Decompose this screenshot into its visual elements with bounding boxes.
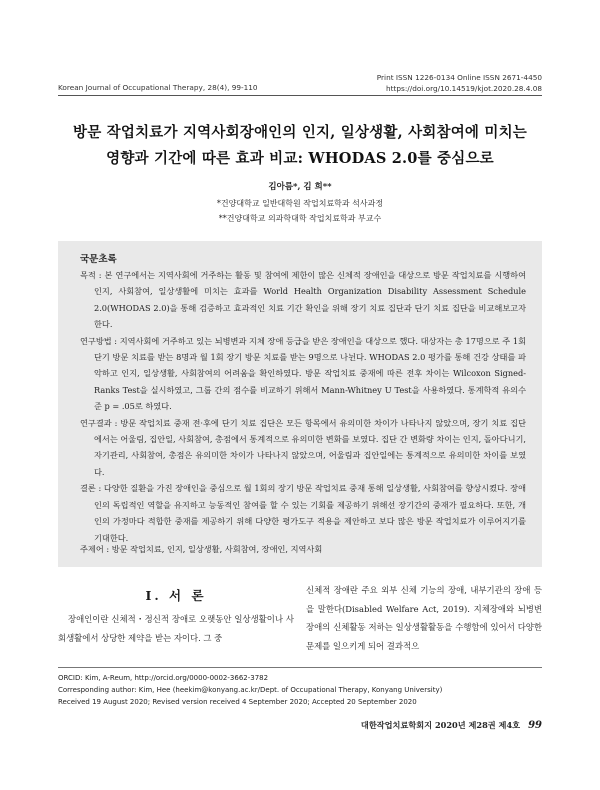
affiliation-2: **건양대학교 의과학대학 작업치료학과 부교수 <box>218 214 382 223</box>
footnote-rule <box>58 667 542 668</box>
footer-journal-name: 대한작업치료학회지 2020년 제28권 제4호 <box>360 720 521 730</box>
journal-citation: Korean Journal of Occupational Therapy, 28(4), 99-110 <box>58 83 258 92</box>
issn-text: Print ISSN 1226-0134 Online ISSN 2671-4450 <box>376 73 542 82</box>
paper-title-line-2: 영향과 기간에 따른 효과 비교: WHODAS 2.0를 중심으로 <box>106 150 494 167</box>
abstract-heading: 국문초록 <box>80 254 117 265</box>
section-heading-introduction: Ⅰ. 서 론 <box>145 588 207 603</box>
page-number: 99 <box>528 720 542 731</box>
header-rule <box>58 95 542 96</box>
corresponding-author-note: Corresponding author: Kim, Hee (heekim@konyang.ac.kr/Dept. of Occupational Therapy, Konyang University) <box>58 686 443 695</box>
footnotes <box>58 672 442 709</box>
intro-right-column: 신체적 장애란 주요 외부 신체 기능의 장애, 내부기관의 장애 등을 말한다(Disabled Welfare Act, 2019). 지체장애와 뇌병변장애의 신체활동 저하는 일상생활활동을 수행함에 있어서 다양한 문제를 일으키게 되어 결과적으 <box>306 585 542 651</box>
doi-text: https://doi.org/10.14519/kjot.2020.28.4.08 <box>386 84 542 93</box>
abstract-objective: 목적 : 본 연구에서는 지역사회에 거주하는 활동 및 참여에 제한이 많은 신체적 장애인을 대상으로 방문 작업치료를 시행하여 인지, 사회참여, 일상생활에 미치는 효과를 World Health Organization Disability Assessment Schedule 2.0(WHODAS 2.0)을 통해 검증하고 효과적인 치료 기간 확인을 위해 장기 치료 집단과 단기 치료 집단을 비교해보고자 한다. <box>80 270 526 330</box>
journal-issn-doi <box>377 72 542 94</box>
page-footer <box>361 720 542 731</box>
orcid-note: ORCID: Kim, A-Reum, http://orcid.org/0000-0002-3662-3782 <box>58 674 269 682</box>
abstract-conclusion: 결론 : 다양한 질환을 가진 장애인을 중심으로 월 1회의 장기 방문 작업치료 중재 통해 일상생활, 사회참여를 향상시켰다. 장애인의 독립적인 역할을 유지하고 능동적인 참여를 할 수 있는 기회를 제공하기 위해선 장기간의 중재가 필요하다. 또한, 개인의 가정마다 적합한 중재를 제공하기 위해 다양한 평가도구 적용을 제안하고 보다 많은 방문 작업치료가 이루어지기를 기대한다. <box>80 483 526 543</box>
intro-left-column: 장애인이란 신체적・정신적 장애로 오랫동안 일상생활이나 사회생활에서 상당한 제약을 받는 자이다. 그 중 <box>58 614 294 643</box>
abstract-methods: 연구방법 : 지역사회에 거주하고 있는 뇌병변과 지체 장애 등급을 받은 장애인을 대상으로 했다. 대상자는 총 17명으로 주 1회 단기 방문 치료를 받는 8명과 월 1회 장기 방문 치료를 받는 9명으로 나뉜다. WHODAS 2.0 평가를 통해 건강 상태를 파악하고 인지, 일상생활, 사회참여의 어려움을 확인하였다. 방문 작업치료 중재에 따른 전후 차이는 Wilcoxon Signed-Ranks Test을 실시하였고, 그룹 간의 점수를 비교하기 위해서 Mann-Whitney U Test을 사용하였다. 통계학적 유의수준 p = .05로 하였다. <box>80 335 526 412</box>
received-dates-note: Received 19 August 2020; Revised version received 4 September 2020; Accepted 20 September 2020 <box>58 698 417 707</box>
abstract-results: 연구결과 : 방문 작업치료 중재 전·후에 단기 치료 집단은 모든 항목에서 유의미한 차이가 나타나지 않았으며, 장기 치료 집단에서는 어울림, 집안일, 사회참여, 총점에서 통계적으로 유의미한 변화를 보였다. 집단 간 변화량 차이는 인지, 돌아다니기, 자기관리, 사회참여, 총점은 유의미한 차이가 나타나지 않았으며, 어울림과 집안일에는 통계적으로 유의미한 차이를 보였다. <box>80 417 526 477</box>
abstract-keywords: 주제어 : 방문 작업치료, 인지, 일상생활, 사회참여, 장애인, 지역사회 <box>80 544 323 554</box>
abstract-body <box>80 267 526 546</box>
paper-title-line-1: 방문 작업치료가 지역사회장애인의 인지, 일상생활, 사회참여에 미치는 <box>73 124 527 141</box>
affiliation-1: *건양대학교 일반대학원 작업치료학과 석사과정 <box>216 199 384 208</box>
affiliations <box>0 196 600 226</box>
authors: 김아름*, 김 희** <box>268 182 332 192</box>
